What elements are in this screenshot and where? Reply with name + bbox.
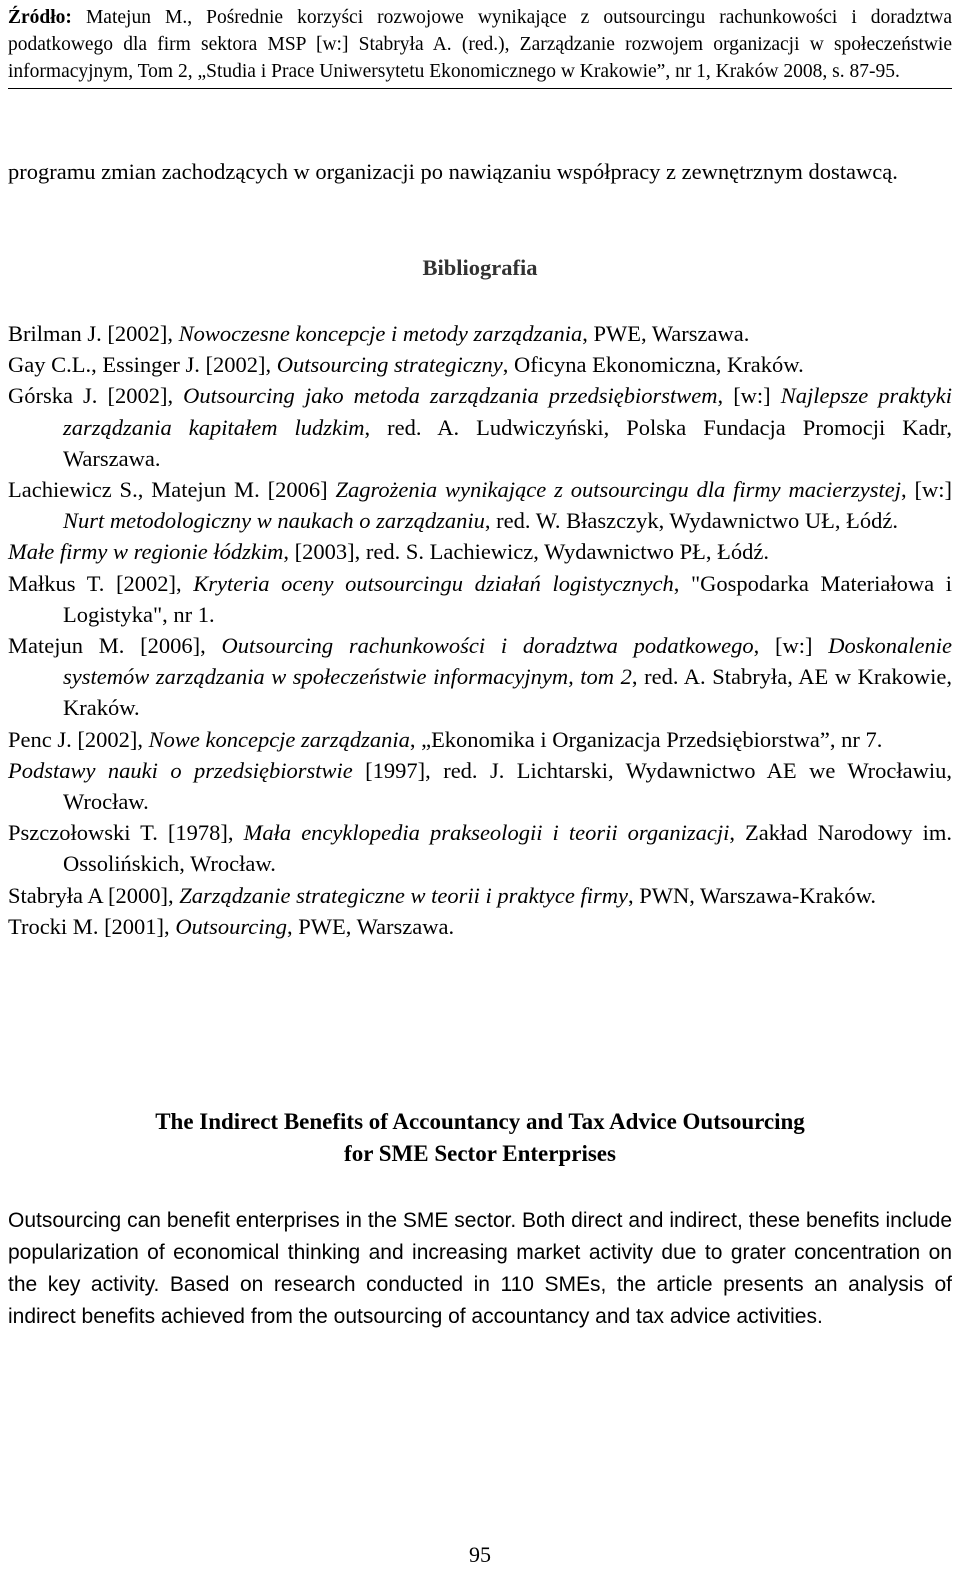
bibliography-heading: Bibliografia [422, 255, 538, 280]
intro-paragraph: programu zmian zachodzących w organizacji po nawiązaniu współpracy z zewnętrznym dostawcą. [8, 159, 898, 184]
english-title [0, 1106, 960, 1170]
page-number: 95 [469, 1542, 491, 1567]
bibliography-entry: Gay C.L., Essinger J. [2002], Outsourcing strategiczny, Oficyna Ekonomiczna, Kraków. [8, 352, 804, 378]
bibliography-entry: Pszczołowski T. [1978], Mała encyklopedia prakseologii i teorii organizacji, Zakład Narodowy im. Ossolińskich, Wrocław. [8, 820, 952, 877]
bibliography-entry: Stabryła A [2000], Zarządzanie strategiczne w teorii i praktyce firmy, PWN, Warszawa-Kraków. [8, 882, 877, 908]
source-label: Źródło: [8, 7, 72, 28]
english-title-line-1: The Indirect Benefits of Accountancy and Tax Advice Outsourcing [155, 1109, 805, 1134]
bibliography-entry: Brilman J. [2002], Nowoczesne koncepcje i metody zarządzania, PWE, Warszawa. [8, 321, 750, 346]
bibliography-entry: Matejun M. [2006], Outsourcing rachunkowości i doradztwa podatkowego, [w:] Doskonalenie systemów zarządzania w społeczeństwie informacyjnym, tom 2, red. A. Stabryła, AE w Krakowie, Kraków. [8, 633, 952, 721]
source-text: Matejun M., Pośrednie korzyści rozwojowe wynikające z outsourcingu rachunkowości i doradztwa podatkowego dla firm sektora MSP [w:] Stabryła A. (red.), Zarządzanie rozwojem organizacji w społeczeństwie informacyjnym, Tom 2, „Studia i Prace Uniwersytetu Ekonomicznego w Krakowie”, nr 1, Kraków 2008, s. 87-95. [8, 7, 952, 82]
bibliography-entry: Podstawy nauki o przedsiębiorstwie [1997], red. J. Lichtarski, Wydawnictwo AE we Wrocławiu, Wrocław. [8, 757, 952, 815]
english-abstract: Outsourcing can benefit enterprises in the SME sector. Both direct and indirect, these benefits include popularization of economical thinking and increasing market activity due to grater concentration on the key activity. Based on research conducted in 110 SMEs, the article presents an analysis of indirect benefits achieved from the outsourcing of accountancy and tax advice activities. [8, 1209, 952, 1328]
bibliography-entry: Penc J. [2002], Nowe koncepcje zarządzania, „Ekonomika i Organizacja Przedsiębiorstwa”, nr 7. [8, 726, 883, 752]
bibliography-entry: Małkus T. [2002], Kryteria oceny outsourcingu działań logistycznych, "Gospodarka Materiałowa i Logistyka", nr 1. [8, 570, 953, 627]
english-title-line-2: for SME Sector Enterprises [344, 1141, 616, 1166]
source-citation [8, 4, 952, 89]
bibliography-list [8, 318, 952, 942]
bibliography-entry: Lachiewicz S., Matejun M. [2006] Zagrożenia wynikające z outsourcingu dla firmy macierzystej, [w:] Nurt metodologiczny w naukach o zarządzaniu, red. W. Błaszczyk, Wydawnictwo UŁ, Łódź. [8, 477, 952, 534]
bibliography-entry: Górska J. [2002], Outsourcing jako metoda zarządzania przedsiębiorstwem, [w:] Najlepsze praktyki zarządzania kapitałem ludzkim, red. A. Ludwiczyński, Polska Fundacja Promocji Kadr, Warszawa. [8, 383, 952, 471]
bibliography-entry: Małe firmy w regionie łódzkim, [2003], red. S. Lachiewicz, Wydawnictwo PŁ, Łódź. [8, 539, 769, 565]
bibliography-entry: Trocki M. [2001], Outsourcing, PWE, Warszawa. [8, 913, 455, 939]
